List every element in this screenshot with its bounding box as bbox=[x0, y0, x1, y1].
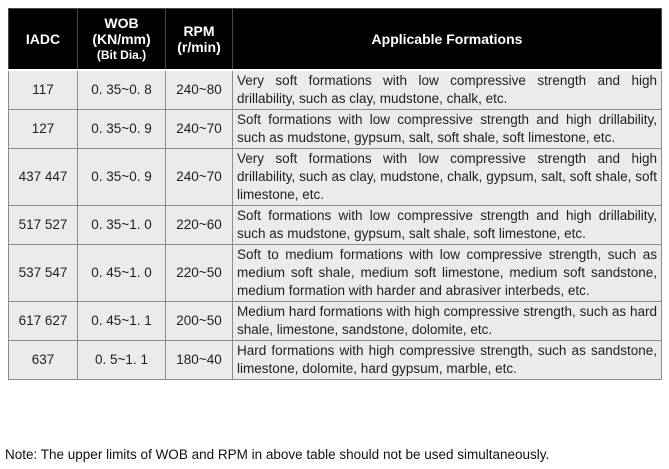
wob-cell: 0. 35~0. 8 bbox=[78, 70, 166, 110]
wob-unit: (KN/mm) bbox=[92, 31, 151, 47]
rpm-cell: 180~40 bbox=[166, 341, 233, 380]
wob-cell: 0. 45~1. 1 bbox=[78, 302, 166, 341]
col-header-iadc: IADC bbox=[9, 9, 78, 71]
table-row bbox=[9, 149, 662, 206]
formations-cell: Very soft formations with low compressive strength and high drillability, such as clay, mudstone, chalk, etc. bbox=[233, 70, 662, 110]
iadc-cell: 537 547 bbox=[9, 245, 78, 302]
table-row bbox=[9, 206, 662, 245]
table-row bbox=[9, 245, 662, 302]
rpm-cell: 200~50 bbox=[166, 302, 233, 341]
table-row bbox=[9, 302, 662, 341]
iadc-cell: 517 527 bbox=[9, 206, 78, 245]
formations-cell: Soft formations with low compressive strength and high drillability, such as mudstone, gypsum, salt, soft shale, soft limestone, etc. bbox=[233, 110, 662, 149]
rpm-cell: 240~70 bbox=[166, 110, 233, 149]
table-row bbox=[9, 70, 662, 110]
col-header-formations: Applicable Formations bbox=[233, 9, 662, 71]
footnote: Note: The upper limits of WOB and RPM in above table should not be used simultaneously. bbox=[5, 447, 550, 462]
iadc-cell: 637 bbox=[9, 341, 78, 380]
iadc-cell: 127 bbox=[9, 110, 78, 149]
wob-bit-dia: (Bit Dia.) bbox=[96, 48, 147, 62]
wob-cell: 0. 35~0. 9 bbox=[78, 149, 166, 206]
rpm-unit: (r/min) bbox=[177, 39, 221, 55]
wob-cell: 0. 45~1. 0 bbox=[78, 245, 166, 302]
rpm-cell: 240~70 bbox=[166, 149, 233, 206]
formations-cell: Soft formations with low compressive strength and high drillability, such as mudstone, gypsum, salt shale, soft limestone, etc. bbox=[233, 206, 662, 245]
col-header-wob bbox=[78, 9, 166, 71]
rpm-cell: 240~80 bbox=[166, 70, 233, 110]
iadc-cell: 117 bbox=[9, 70, 78, 110]
wob-cell: 0. 5~1. 1 bbox=[78, 341, 166, 380]
wob-cell: 0. 35~1. 0 bbox=[78, 206, 166, 245]
wob-label: WOB bbox=[104, 15, 139, 31]
header-row bbox=[9, 9, 662, 71]
iadc-bit-selection-table bbox=[8, 8, 662, 380]
iadc-cell: 437 447 bbox=[9, 149, 78, 206]
col-header-rpm bbox=[166, 9, 233, 71]
formations-cell: Soft to medium formations with low compressive strength, such as medium soft shale, medium soft limestone, medium soft sandstone, medium formation with harder and abrasiver interbeds, etc. bbox=[233, 245, 662, 302]
formations-cell: Hard formations with high compressive strength, such as sandstone, limestone, dolomite, hard gypsum, marble, etc. bbox=[233, 341, 662, 380]
rpm-cell: 220~60 bbox=[166, 206, 233, 245]
formations-cell: Medium hard formations with high compressive strength, such as hard shale, limestone, sandstone, dolomite, etc. bbox=[233, 302, 662, 341]
rpm-cell: 220~50 bbox=[166, 245, 233, 302]
wob-cell: 0. 35~0. 9 bbox=[78, 110, 166, 149]
table-row bbox=[9, 341, 662, 380]
iadc-cell: 617 627 bbox=[9, 302, 78, 341]
table-row bbox=[9, 110, 662, 149]
rpm-label: RPM bbox=[183, 23, 215, 39]
formations-cell: Very soft formations with low compressive strength and high drillability, such as clay, mudstone, chalk, gypsum, salt, soft shale, soft limestone, etc. bbox=[233, 149, 662, 206]
